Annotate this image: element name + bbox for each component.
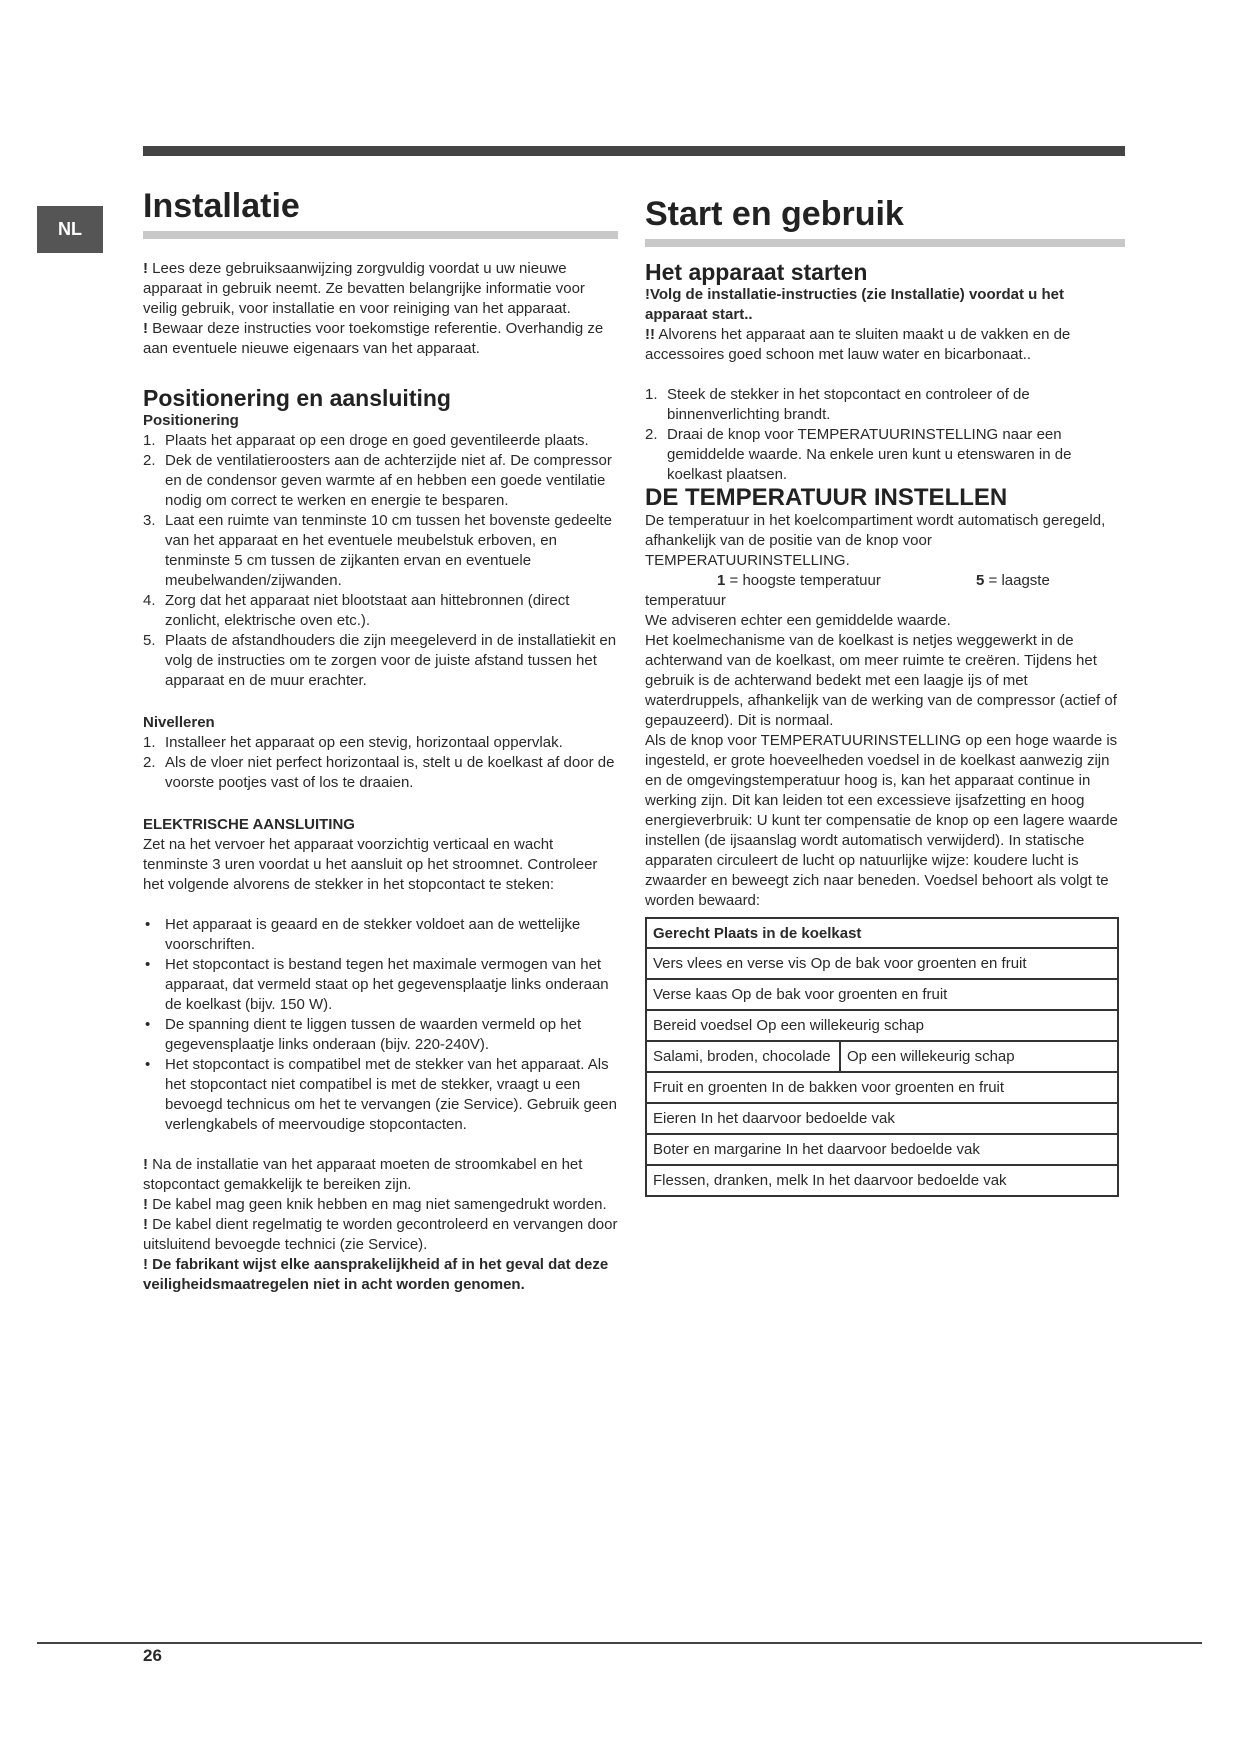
installation-column [143,188,618,1295]
electrical-checklist [143,915,618,1135]
language-tab: NL [37,206,103,253]
start-steps [645,385,1125,485]
positioning-subheading: Positionering [143,412,239,430]
scale-low-wrap: temperatuur [645,592,726,610]
list-item: • Het stopcontact is bestand tegen het maximale vermogen van het apparaat, dat vermeld staat op het gegevensplaatje links onderaan de koelkast (bijv. 150 W). [143,955,618,1015]
temperature-body-2: Als de knop voor TEMPERATUURINSTELLING op een hoge waarde is ingesteld, er grote hoeveelheden voedsel in de koelkast aanwezig zijn en de omgevingstemperatuur hoog is, kan het apparaat continue in werking zijn. Dit kan leiden tot een excessieve ijsafzetting en hoog energieverbruik: U kunt ter compensatie de knop op een lagere waarde instellen (de ijsaanslag wordt automatisch verwijderd). In statische apparaten circuleert de lucht op natuurlijke wijze: koudere lucht is zwaarder en beweegt zich naar beneden. Voedsel behoort als volgt te worden bewaard: [645,732,1118,910]
list-item: 4. Zorg dat het apparaat niet blootstaat aan hittebronnen (direct zonlicht, elektrische oven etc.). [143,592,570,630]
title-rule [645,239,1125,247]
temperature-scale [645,571,1125,591]
list-item: 2. Dek de ventilatieroosters aan de achterzijde niet af. De compressor en de condensor geven warmte af en hebben een goede ventilatie nodig om correct te werken en energie te besparen. [143,452,612,510]
installation-title: Installatie [143,187,300,225]
table-row: Verse kaas Op de bak voor groenten en fruit [646,979,1118,1010]
positioning-list [143,431,618,691]
positioning-heading: Positionering en aansluiting [143,385,451,412]
intro-paragraph: ! Lees deze gebruiksaanwijzing zorgvuldig voordat u uw nieuwe apparaat in gebruik neemt. Ze bevatten belangrijke informatie voor veilig gebruik, voor installatie en voor reiniging van het apparaat. [143,260,585,318]
leveling-heading: Nivelleren [143,714,215,732]
start-bold-note: !Volg de installatie-instructies (zie Installatie) voordat u het apparaat start.. [645,286,1064,324]
page-number: 26 [143,1646,162,1665]
liability-warning: ! De fabrikant wijst elke aansprakelijkheid af in het geval dat deze veiligheidsmaatregelen niet in acht worden genomen. [143,1256,609,1294]
electrical-intro: Zet na het vervoer het apparaat voorzichtig verticaal en wacht tenminste 3 uren voordat u het aansluit op het stroomnet. Controleer het volgende alvorens de stekker in het stopcontact te steken: [143,836,598,894]
start-heading: Het apparaat starten [645,259,868,286]
temperature-intro: De temperatuur in het koelcompartiment wordt automatisch geregeld, afhankelijk van de positie van de knop voor TEMPERATUURINSTELLING. [645,512,1106,570]
list-item: • Het apparaat is geaard en de stekker voldoet aan de wettelijke voorschriften. [143,915,618,955]
start-title: Start en gebruik [645,195,904,233]
list-item: • De spanning dient te liggen tussen de waarden vermeld op het gegevensplaatje links onderaan (bijv. 220-240V). [143,1015,618,1055]
temperature-body: Het koelmechanisme van de koelkast is netjes weggewerkt in de achterwand van de koelkast, om meer ruimte te creëren. Tijdens het gebruik is de achterwand bedekt met een laagje ijs of met waterdruppels, afhankelijk van de werking van de compressor (actief of gepauzeerd). Dit is normaal. [645,632,1117,730]
table-row: Bereid voedsel Op een willekeurig schap [646,1010,1118,1041]
list-item: 2. Draai de knop voor TEMPERATUURINSTELLING naar een gemiddelde waarde. Na enkele uren kunt u etenswaren in de koelkast plaatsen. [645,426,1072,484]
table-row: Flessen, dranken, melk In het daarvoor bedoelde vak [646,1165,1118,1196]
temperature-heading: DE TEMPERATUUR INSTELLEN [645,484,1008,512]
table-row: Eieren In het daarvoor bedoelde vak [646,1103,1118,1134]
start-note: !! Alvorens het apparaat aan te sluiten maakt u de vakken en de accessoires goed schoon met lauw water en bicarbonaat.. [645,326,1071,364]
list-item: 1. Plaats het apparaat op een droge en goed geventileerde plaats. [143,432,589,450]
leveling-list [143,733,618,793]
warning: ! De kabel mag geen knik hebben en mag niet samengedrukt worden. [143,1196,607,1214]
table-row: Fruit en groenten In de bakken voor groenten en fruit [646,1072,1118,1103]
list-item: 2. Als de vloer niet perfect horizontaal is, stelt u de koelkast af door de voorste pootjes vast of los te draaien. [143,754,615,792]
table-row: Vers vlees en verse vis Op de bak voor groenten en fruit [646,948,1118,979]
scale-low: 5 = laagste [976,572,1050,590]
title-rule [143,231,618,239]
top-rule [143,146,1125,156]
temperature-advice: We adviseren echter een gemiddelde waarde. [645,612,951,630]
list-item: 3. Laat een ruimte van tenminste 10 cm tussen het bovenste gedeelte van het apparaat en het eventuele meubelstuk erboven, en tenminste 5 cm tussen de zijkanten ervan en eventuele meubelwanden/zijwanden. [143,512,612,590]
list-item: 5. Plaats de afstandhouders die zijn meegeleverd in de installatiekit en volg de instructies om te zorgen voor de juiste afstand tussen het apparaat en de muur erachter. [143,632,617,690]
start-use-column [645,196,1125,1197]
list-item: 1. Steek de stekker in het stopcontact en controleer of de binnenverlichting brandt. [645,386,1030,424]
intro-paragraph: ! Bewaar deze instructies voor toekomstige referentie. Overhandig ze aan eventuele nieuwe eigenaars van het apparaat. [143,320,604,358]
storage-table [645,917,1119,1197]
warning: ! Na de installatie van het apparaat moeten de stroomkabel en het stopcontact gemakkelijk te bereiken zijn. [143,1156,583,1194]
bottom-rule [37,1642,1202,1644]
warning: ! De kabel dient regelmatig te worden gecontroleerd en vervangen door uitsluitend bevoegde technici (zie Service). [143,1216,618,1254]
scale-high: 1 = hoogste temperatuur [717,572,881,590]
list-item: 1. Installeer het apparaat op een stevig, horizontaal oppervlak. [143,734,563,752]
table-header: Gerecht Plaats in de koelkast [646,918,1118,948]
list-item: • Het stopcontact is compatibel met de stekker van het apparaat. Als het stopcontact niet compatibel is met de stekker, vraagt u een bevoegd technicus om het te vervangen (zie Service). Gebruik geen verlengkabels of meervoudige stopcontacten. [143,1055,618,1135]
electrical-heading: ELEKTRISCHE AANSLUITING [143,816,355,834]
table-row: Salami, broden, chocolade Op een willekeurig schap [646,1041,1118,1072]
table-row: Boter en margarine In het daarvoor bedoelde vak [646,1134,1118,1165]
